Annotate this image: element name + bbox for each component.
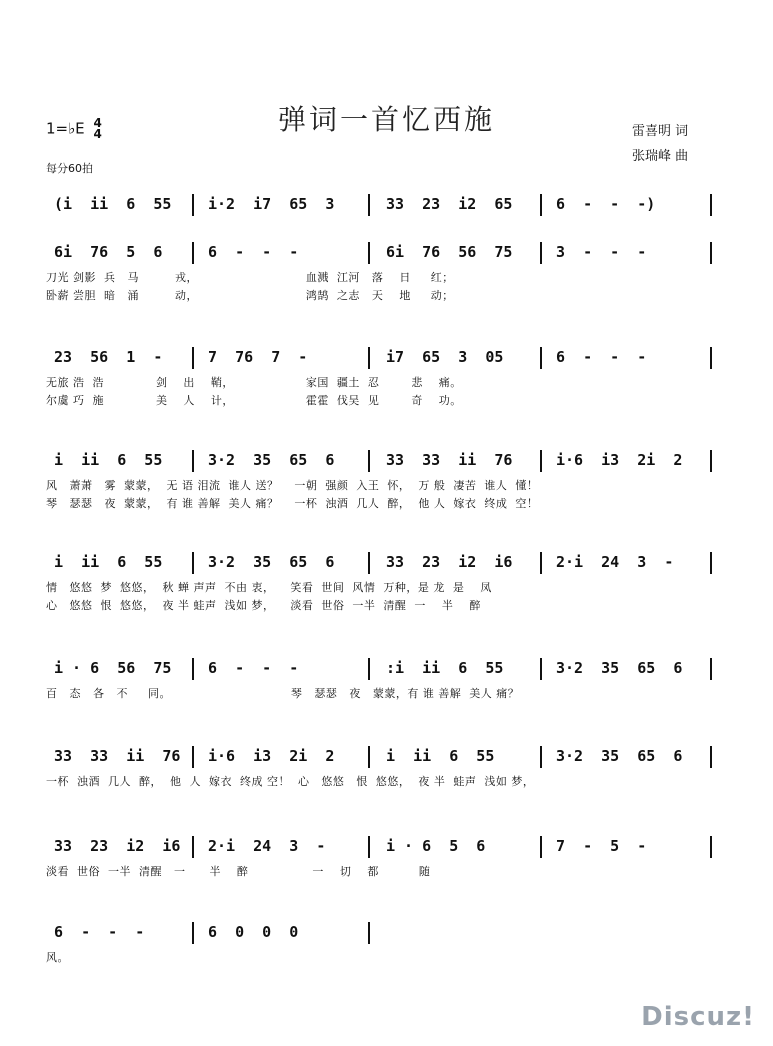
barline [368, 552, 370, 574]
barline [368, 450, 370, 472]
measure-2-3: 6i 76 56 75 [386, 243, 513, 261]
measure-3-4: 6 - - - [556, 348, 647, 366]
measure-8-2: 2·i 24 3 - [208, 837, 326, 855]
barline [192, 746, 194, 768]
lyric-line: 刀光 剑影 兵 马 戎， 血溅 江河 落 日 红； [46, 271, 454, 284]
measure-2-2: 6 - - - [208, 243, 299, 261]
barline [540, 552, 542, 574]
measure-8-1: 33 23 i2 i6 [54, 837, 181, 855]
lyric-line: 风 萧萧 雾 蒙蒙， 无 语 泪流 谁人 送？ 一朝 强颜 入王 怀， 万 般 凄苦 谁人 懂！ [46, 479, 539, 492]
barline [540, 450, 542, 472]
key-signature [46, 118, 102, 140]
measure-3-2: 7 76 7 - [208, 348, 308, 366]
time-signature [93, 118, 101, 140]
barline [710, 552, 712, 574]
song-title: 弹词一首忆西施 [277, 103, 495, 136]
barline [368, 194, 370, 216]
measure-3-1: 23 56 1 - [54, 348, 163, 366]
barline [540, 242, 542, 264]
lyric-line: 情 悠悠 梦 悠悠， 秋 蝉 声声 不由 衷， 笑看 世间 风情 万种，是 龙 是 凤 [46, 581, 492, 594]
measure-5-1: i ii 6 55 [54, 553, 163, 571]
barline [710, 450, 712, 472]
barline [192, 194, 194, 216]
barline [368, 836, 370, 858]
barline [192, 922, 194, 944]
lyricist-credit: 雷喜明 词 [632, 124, 689, 139]
measure-7-1: 33 33 ii 76 [54, 747, 181, 765]
lyric-line: 心 悠悠 恨 悠悠， 夜 半 蛙声 浅如 梦， 淡看 世俗 一半 清醒 一 半 醉 [46, 599, 481, 612]
measure-1-4: 6 - - -) [556, 195, 656, 213]
key-label: 1=♭E [46, 119, 85, 138]
barline [192, 242, 194, 264]
time-beats: 4 [93, 116, 102, 130]
time-unit: 4 [93, 127, 102, 141]
barline [540, 746, 542, 768]
measure-3-3: i7 65 3 05 [386, 348, 504, 366]
measure-2-4: 3 - - - [556, 243, 647, 261]
measure-4-1: i ii 6 55 [54, 451, 163, 469]
barline [368, 242, 370, 264]
lyric-line: 无旅 浩 浩 剑 出 鞘， 家国 疆土 忍 悲 痛。 [46, 376, 462, 389]
barline [192, 450, 194, 472]
measure-7-2: i·6 i3 2i 2 [208, 747, 335, 765]
lyric-line: 尔虞 巧 施 美 人 计， 霍霍 伐吴 见 奇 功。 [46, 394, 462, 407]
lyric-line: 琴 瑟瑟 夜 蒙蒙， 有 谁 善解 美人 痛？ 一杯 浊酒 几人 醉， 他 人 嫁衣 终成 空！ [46, 497, 539, 510]
barline [368, 922, 370, 944]
measure-6-1: i · 6 56 75 [54, 659, 172, 677]
barline [710, 658, 712, 680]
measure-8-4: 7 - 5 - [556, 837, 647, 855]
lyric-line: 百 态 各 不 同。 琴 瑟瑟 夜 蒙蒙，有 谁 善解 美人 痛？ [46, 687, 520, 700]
lyric-line: 卧薪 尝胆 暗 涌 动， 鸿鹄 之志 天 地 动； [46, 289, 454, 302]
barline [192, 552, 194, 574]
measure-4-4: i·6 i3 2i 2 [556, 451, 683, 469]
barline [710, 836, 712, 858]
measure-4-3: 33 33 ii 76 [386, 451, 513, 469]
barline [192, 836, 194, 858]
barline [192, 347, 194, 369]
barline [540, 347, 542, 369]
measure-5-3: 33 23 i2 i6 [386, 553, 513, 571]
barline [710, 242, 712, 264]
measure-8-3: i · 6 5 6 [386, 837, 486, 855]
measure-7-3: i ii 6 55 [386, 747, 495, 765]
measure-4-2: 3·2 35 65 6 [208, 451, 335, 469]
measure-6-4: 3·2 35 65 6 [556, 659, 683, 677]
measure-7-4: 3·2 35 65 6 [556, 747, 683, 765]
measure-2-1: 6i 76 5 6 [54, 243, 163, 261]
barline [710, 746, 712, 768]
lyric-line: 风。 [46, 951, 69, 964]
measure-1-1: (i ii 6 55 [54, 195, 172, 213]
measure-9-1: 6 - - - [54, 923, 145, 941]
measure-1-3: 33 23 i2 65 [386, 195, 513, 213]
barline [368, 658, 370, 680]
barline [710, 194, 712, 216]
barline [192, 658, 194, 680]
lyric-line: 淡看 世俗 一半 清醒 一 半 醉 一 切 都 随 [46, 865, 431, 878]
measure-5-2: 3·2 35 65 6 [208, 553, 335, 571]
forum-watermark: Discuz! [641, 1002, 755, 1032]
measure-9-2: 6 0 0 0 [208, 923, 299, 941]
lyric-line: 一杯 浊酒 几人 醉， 他 人 嫁衣 终成 空！ 心 悠悠 恨 悠悠， 夜 半 蛙声 浅如 梦， [46, 775, 535, 788]
measure-6-2: 6 - - - [208, 659, 299, 677]
barline [540, 658, 542, 680]
measure-5-4: 2·i 24 3 - [556, 553, 674, 571]
barline [540, 836, 542, 858]
composer-credit: 张瑞峰 曲 [632, 149, 689, 164]
measure-6-3: :i ii 6 55 [386, 659, 504, 677]
tempo-marking: 每分60拍 [46, 162, 93, 175]
barline [540, 194, 542, 216]
barline [368, 347, 370, 369]
measure-1-2: i·2 i7 65 3 [208, 195, 335, 213]
barline [368, 746, 370, 768]
barline [710, 347, 712, 369]
